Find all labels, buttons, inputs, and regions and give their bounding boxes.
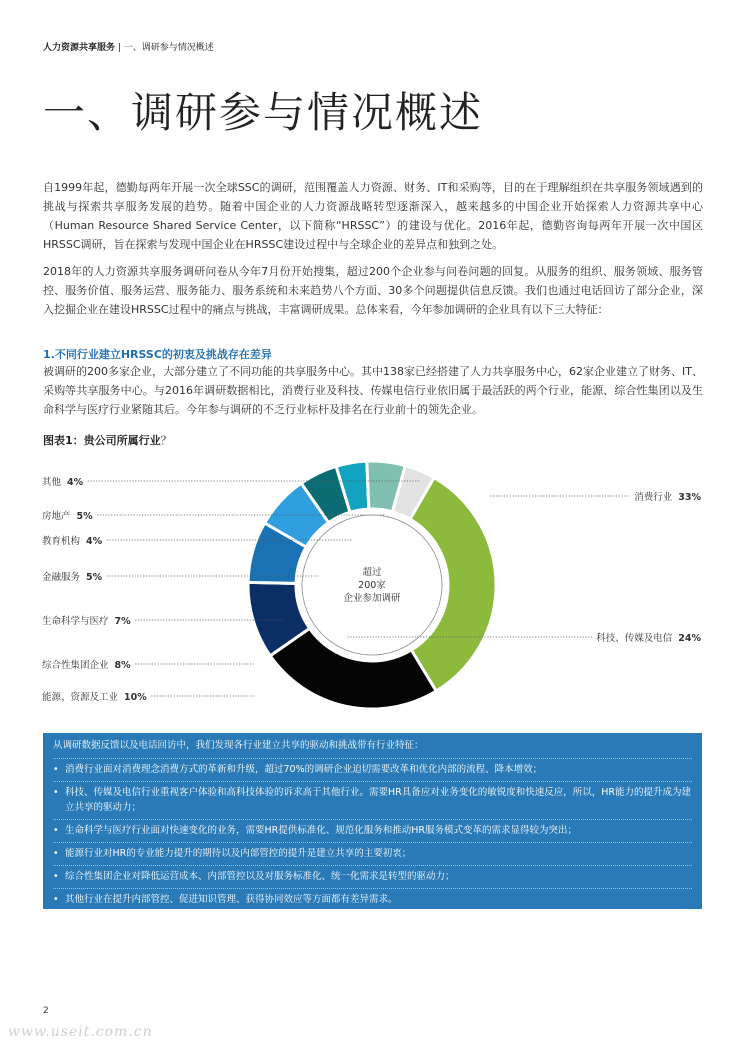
donut-slice [410, 478, 496, 691]
slice-label-text: 房地产 5% [42, 511, 93, 522]
bullet-icon: • [53, 787, 59, 798]
slice-value-text: 5% [86, 572, 103, 583]
figure-title [43, 432, 172, 448]
section-heading: 1.不同行业建立HRSSC的初衷及挑战存在差异 [43, 348, 272, 361]
slice-label-text: 综合性集团企业 8% [42, 660, 131, 671]
findings-item [53, 781, 692, 815]
findings-item-text: 科技、传媒及电信行业重视客户体验和高科技体验的诉求高于其他行业。需要HR具备应对业务变化的敏锐度和快速反应，所以，HR能力的提升成为建立共享的驱动力； [65, 787, 691, 813]
slice-label [42, 691, 147, 703]
figure-question-mark: ？ [160, 434, 172, 447]
figure-label: 图表1：贵公司所属行业 [43, 434, 161, 447]
findings-list [53, 758, 692, 907]
running-header [43, 40, 214, 53]
findings-item [53, 842, 692, 861]
section-body: 被调研的200多家企业，大部分建立了不同功能的共享服务中心。其中138家已经搭建了人力共享服务中心，62家企业建立了财务、IT、采购等共享服务中心。与2016年调研数据相比，消费行业及科技、传媒电信行业依旧属于最活跃的两个行业，能源、综合性集团以及生命科学与医疗行业紧随其后。今年参与调研的不乏行业标杆及排名在行业前十的领先企业。 [43, 365, 703, 416]
findings-item [53, 819, 692, 838]
page-number: 2 [43, 1006, 49, 1016]
findings-item-text: 综合性集团企业对降低运营成本、内部管控以及对服务标准化、统一化需求是转型的驱动力； [65, 871, 455, 882]
slice-label [42, 535, 103, 547]
page-title: 一、调研参与情况概述 [43, 88, 484, 137]
slice-label [596, 632, 701, 644]
slice-value-text: 10% [124, 692, 147, 703]
findings-item [53, 865, 692, 884]
slice-value-text: 5% [76, 511, 93, 522]
slice-label [42, 571, 103, 583]
bullet-icon: • [53, 871, 59, 882]
slice-label [634, 491, 701, 503]
intro-paragraph-2: 2018年的人力资源共享服务调研问卷从今年7月份开始搜集，超过200个企业参与问卷问题的回复。从服务的组织、服务领域、服务管控、服务价值、服务运营、服务能力、服务系统和未来趋势八个方面、30多个问题提供信息反馈。我们也通过电话回访了部分企业，深入挖掘企业在建设HRSSC过程中的痛点与挑战，丰富调研成果。总体来看，今年参加调研的企业具有以下三大特征： [43, 265, 703, 316]
findings-item [53, 758, 692, 777]
slice-label-text: 生命科学与医疗 7% [42, 616, 131, 627]
findings-box [43, 733, 702, 909]
header-section: 人力资源共享服务 [43, 43, 116, 53]
findings-item-text: 生命科学与医疗行业面对快速变化的业务，需要HR提供标准化、规范化服务和推动HR服务模式变革的需求显得较为突出； [65, 825, 577, 836]
header-separator: | [115, 43, 124, 53]
bullet-icon: • [53, 848, 59, 859]
donut-slice [270, 628, 436, 709]
donut-center-text: 企业参加调研 [343, 593, 401, 604]
slice-label [42, 510, 93, 522]
findings-item-text: 消费行业面对消费理念消费方式的革新和升级，超过70%的调研企业迫切需要改革和优化内部的流程、降本增效； [65, 764, 543, 775]
header-chapter: 一、调研参与情况概述 [123, 43, 214, 53]
slice-value-text: 33% [678, 492, 701, 503]
slice-label-text: 科技、传媒及电信 24% [596, 633, 701, 644]
slice-value-text: 7% [114, 616, 131, 627]
findings-item-text: 其他行业在提升内部管控、促进知识管理、获得协同效应等方面都有差异需求。 [65, 894, 398, 905]
slice-value-text: 24% [678, 633, 701, 644]
slice-label [42, 615, 131, 627]
donut-center-text: 超过 [362, 567, 382, 578]
slice-label-text: 能源、资源及工业 10% [42, 692, 147, 703]
slice-value-text: 4% [86, 536, 103, 547]
slice-label-text: 其他 4% [42, 477, 84, 488]
watermark: www.useit.com.cn [8, 1024, 153, 1040]
findings-intro: 从调研数据反馈以及电话回访中，我们发现各行业建立共享的驱动和挑战带有行业特征： [53, 740, 424, 751]
bullet-icon: • [53, 764, 59, 775]
slice-label-text: 消费行业 33% [634, 492, 701, 503]
bullet-icon: • [53, 894, 59, 905]
findings-item [53, 888, 692, 907]
slice-label-text: 教育机构 4% [42, 536, 103, 547]
slice-value-text: 4% [67, 477, 84, 488]
donut-center-text: 200家 [358, 580, 386, 591]
slice-label [42, 659, 131, 671]
slice-label [42, 476, 84, 488]
slice-value-text: 8% [114, 660, 131, 671]
findings-item-text: 能源行业对HR的专业能力提升的期待以及内部管控的提升是建立共享的主要初衷； [65, 848, 412, 859]
bullet-icon: • [53, 825, 59, 836]
intro-paragraph-1: 自1999年起，德勤每两年开展一次全球SSC的调研，范围覆盖人力资源、财务、IT和采购等，目的在于理解组织在共享服务领域遇到的挑战与探索共享服务发展的趋势。随着中国企业的人力资源战略转型逐渐深入，越来越多的中国企业开始探索人力资源共享中心（Human Resource Shared Service Center，以下简称“HRSSC”）的建设与优化。2016年起，德勤咨询每两年开展一次中国区HRSSC调研，旨在探索与发现中国企业在HRSSC建设过程中与全球企业的差异点和独到之处。 [43, 181, 703, 251]
industry-donut-chart [0, 450, 744, 730]
slice-label-text: 金融服务 5% [42, 572, 103, 583]
